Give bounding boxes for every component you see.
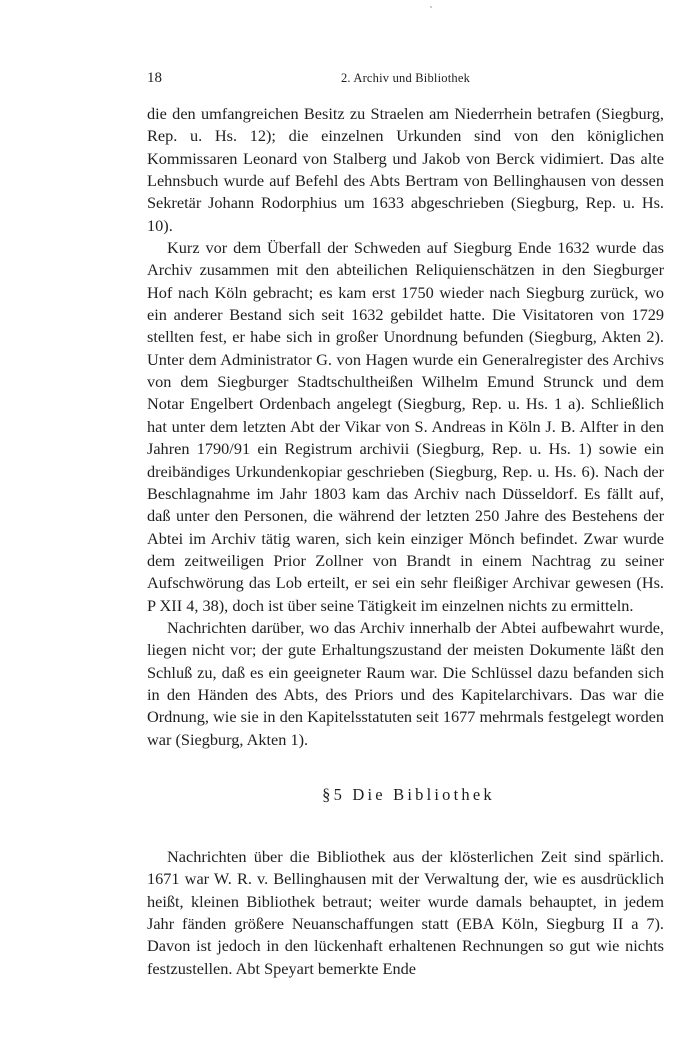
section-heading: §5 Die Bibliothek: [322, 784, 495, 804]
scan-speck: [430, 6, 432, 8]
running-head: 2. Archiv und Bibliothek: [340, 71, 471, 85]
page-number: 18: [147, 70, 162, 86]
paragraph-archive-history: Kurz vor dem Überfall der Schweden auf Siegburg Ende 1632 wurde das Archiv zusammen mit den abteilichen Reliquienschätzen in den Siegburger Hof nach Köln gebracht; es kam erst 1750 wieder nach Siegburg zurück, wo ein anderer Bestand sich seit 1632 gebildet hatte. Die Visitatoren von 1729 stellten fest, er habe sich in großer Unordnung befunden (Siegburg, Akten 2). Unter dem Administrator G. von Hagen wurde ein Generalregister des Archivs von dem Siegburger Stadtschultheißen Wilhelm Emund Strunck und dem Notar Engelbert Ordenbach angelegt (Siegburg, Rep. u. Hs. 1 a). Schließlich hat unter dem letzten Abt der Vikar von S. Andreas in Köln J. B. Alfter in den Jahren 1790/91 ein Registrum archivii (Siegburg, Rep. u. Hs. 1) sowie ein dreibändiges Urkundenkopiar geschrieben (Siegburg, Rep. u. Hs. 6). Nach der Beschlagnahme im Jahr 1803 kam das Archiv nach Düsseldorf. Es fällt auf, daß unter den Personen, die während der letzten 250 Jahre des Bestehens der Abtei im Archiv tätig waren, sich kein einziger Mönch befindet. Zwar wurde dem zeitweiligen Prior Zollner von Brandt in einem Nachtrag zu seiner Aufschwörung das Lob erteilt, er sei ein sehr fleißiger Archivar gewesen (Hs. P XII 4, 38), doch ist über seine Tätigkeit im einzelnen nichts zu ermitteln.: [147, 238, 664, 615]
book-page: [147, 70, 664, 980]
paragraph-continuation: die den umfangreichen Besitz zu Straelen am Niederrhein betrafen (Siegburg, Rep. u. Hs. 12); die einzelnen Urkunden sind von den königlichen Kommissaren Leonard von Stalberg und Jakob von Berck vidimiert. Das alte Lehnsbuch wurde auf Befehl des Abts Bertram von Bellinghausen von dessen Sekretär Johann Rodorphius um 1633 abgeschrieben (Siegburg, Rep. u. Hs. 10).: [147, 104, 664, 235]
page-header: [147, 70, 664, 94]
body-text: [147, 103, 664, 980]
paragraph-archive-location: Nachrichten darüber, wo das Archiv innerhalb der Abtei aufbewahrt wurde, liegen nicht vor; der gute Erhaltungszustand der meisten Dokumente läßt den Schluß zu, daß es ein geeigneter Raum war. Die Schlüssel dazu befanden sich in den Händen des Abts, des Priors und des Kapitelarchivars. Das war die Ordnung, wie sie in den Kapitelsstatuten seit 1677 mehrmals festgelegt worden war (Siegburg, Akten 1).: [147, 617, 664, 749]
paragraph-library: Nachrichten über die Bibliothek aus der klösterlichen Zeit sind spärlich. 1671 war W. R. v. Bellinghausen mit der Verwaltung der, wie es ausdrücklich heißt, kleinen Bibliothek betraut; weiter wurde damals behauptet, in jedem Jahr fänden größere Neuanschaffungen statt (EBA Köln, Siegburg II a 7). Davon ist jedoch in den lückenhaft erhaltenen Rechnungen so gut wie nichts festzustellen. Abt Speyart bemerkte Ende: [147, 846, 664, 978]
